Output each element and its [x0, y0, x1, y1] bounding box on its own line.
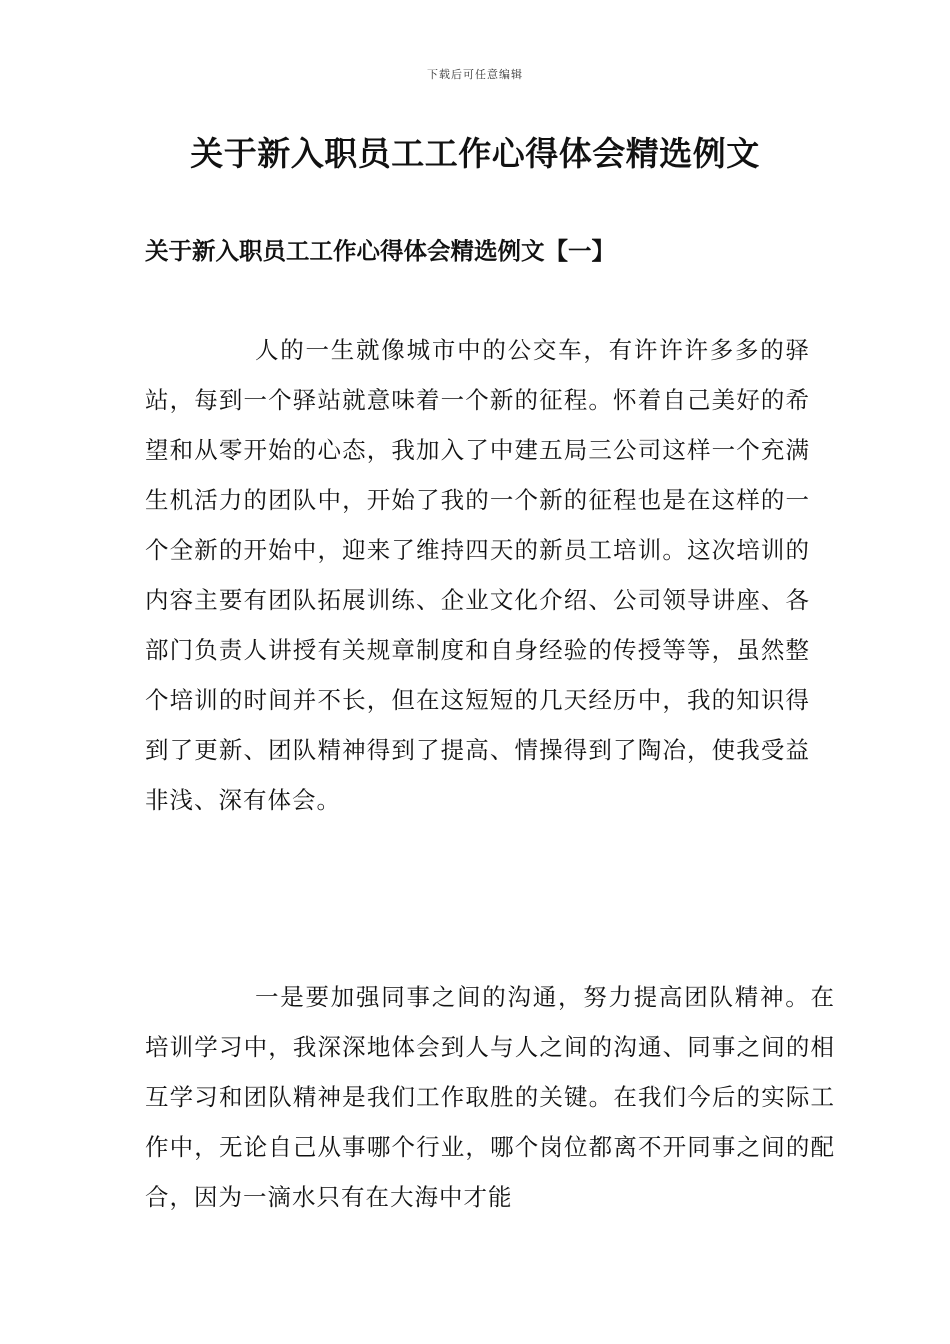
document-title: 关于新入职员工工作心得体会精选例文: [190, 134, 760, 173]
header-note: 下载后可任意编辑: [427, 68, 523, 81]
body-paragraph-2: 一是要加强同事之间的沟通，努力提高团队精神。在培训学习中，我深深地体会到人与人之间的沟通、同事之间的相互学习和团队精神是我们工作取胜的关键。在我们今后的实际工作中，无论自己从事哪个行业，哪个岗位都离不开同事之间的配合，因为一滴水只有在大海中才能: [145, 983, 835, 1211]
body-paragraph-1: 人的一生就像城市中的公交车，有许许许多多的驿站，每到一个驿站就意味着一个新的征程。怀着自己美好的希望和从零开始的心态，我加入了中建五局三公司这样一个充满生机活力的团队中，开始了我的一个新的征程也是在这样的一个全新的开始中，迎来了维持四天的新员工培训。这次培训的内容主要有团队拓展训练、企业文化介绍、公司领导讲座、各部门负责人讲授有关规章制度和自身经验的传授等等，虽然整个培训的时间并不长，但在这短短的几天经历中，我的知识得到了更新、团队精神得到了提高、情操得到了陶冶，使我受益非浅、深有体会。: [145, 336, 810, 814]
section-heading: 关于新入职员工工作心得体会精选例文【一】: [145, 237, 615, 265]
